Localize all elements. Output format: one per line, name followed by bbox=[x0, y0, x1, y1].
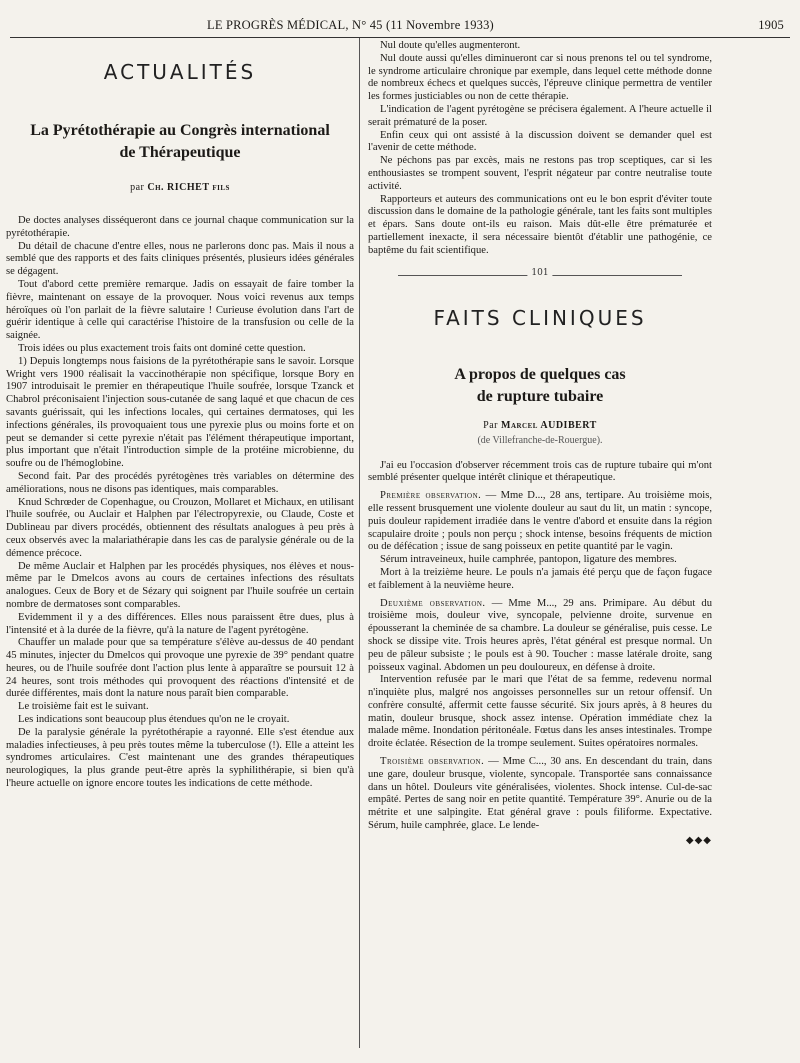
right-column bbox=[368, 40, 712, 846]
observation-3 bbox=[368, 756, 712, 833]
header-rule bbox=[10, 37, 790, 38]
column-divider bbox=[359, 38, 360, 1048]
paragraph: Les indications sont beaucoup plus étendues qu'on ne le croyait. bbox=[18, 714, 290, 726]
section-title-actualites: ACTUALITÉS bbox=[103, 60, 257, 84]
observation-text: — Mme D..., 28 ans, tertipare. Au troisième mois, elle ressent brusquement une violente douleur au saut du lit, un matin : syncope, puis douleur rapidement irradiée dans le ventre d'abord et ensuite dans la région scapulaire droite ; pouls non perçu ; shock intense, besoins fréquents de miction ou de défécation ; issue de sang poisseux en petite quantité par le vagin. bbox=[368, 490, 713, 553]
section-separator bbox=[398, 268, 682, 282]
observation-label: Troisième observation. bbox=[380, 756, 485, 768]
paragraph: Chauffer un malade pour que sa température s'élève au-dessus de 40 pendant 45 minutes, injecter du Dmelcos qui provoque une pyrexie de 39° pendant quatre heures, ou de l'huile soufrée dont l'action plus lente à apparaître se poursuit 12 à 24 heures, sont trois méthodes qui provoquent des réactions d'intensité et de durée différentes, mais dont la nature nous paraît bien comparable. bbox=[6, 637, 354, 700]
paragraph: Nul doute aussi qu'elles diminueront car si nous prenons tel ou tel syndrome, le syndrome articulaire chronique par exemple, dans lequel cette méthode donne de nombreux échecs et quelques succès, l'épreuve clinique permettra de ventiler les formes justiciables ou non de cette thérapie. bbox=[368, 52, 712, 103]
paragraph: Knud Schrœder de Copenhague, ou Crouzon, Mollaret et Michaux, en utilisant l'huile soufrée, ou Auclair et Halphen par l'électropyrexie, ou Claude, Coste et Dublineau par divers procédés, obtiennent des résultats analogues à peu près à ceux observés avec la malariathérapie dans les cas de paralysie générale ou de la démence précoce. bbox=[6, 496, 354, 559]
intro-paragraph: J'ai eu l'occasion d'observer récemment trois cas de rupture tubaire qui m'ont semblé présenter quelque intérêt clinique et thérapeutique. bbox=[368, 459, 712, 484]
paragraph: Trois idées ou plus exactement trois faits ont dominé cette question. bbox=[18, 342, 306, 354]
section-title-faits-cliniques: FAITS CLINIQUES bbox=[433, 305, 647, 330]
article-body bbox=[6, 215, 354, 791]
byline-prefix: Par bbox=[483, 419, 498, 431]
end-ornament: ◆◆◆ bbox=[685, 834, 712, 846]
observation-1 bbox=[368, 490, 712, 554]
paragraph: Intervention refusée par le mari que l'état de sa femme, redevenu normal n'inquiète plus, malgré nos angoisses personnelles sur un retour offensif. Un confrère consulté, affermit cette fausse sécurité. Six jours après, à 8 heures du matin, douleur brusque, shock assez intense. Opération immédiate chez la malade même. Inondation péritonéale. Fœtus dans les anses intestinales. Trompe droite éclatée. Résection de la trompe seulement. Suites opératoires normales. bbox=[368, 674, 712, 750]
running-header bbox=[12, 14, 784, 36]
paragraph: Enfin ceux qui ont assisté à la discussion doivent se demander quel est l'avenir de cette méthode. bbox=[368, 129, 712, 154]
byline-author: Marcel AUDIBERT bbox=[501, 419, 597, 431]
byline-author: Ch. RICHET fils bbox=[147, 182, 230, 193]
paragraph: Tout d'abord cette première remarque. Jadis on essayait de faire tomber la fièvre, maintenant on essaye de la provoquer. Nous voici revenus aux temps héroïques où l'on parlait de la fièvre salutaire ! Curieuse évolution dans l'art de guérir identique à celle qui caractérise l'histoire de la transfusion ou celle de la saignée. bbox=[6, 278, 354, 342]
paragraph: Nul doute qu'elles augmenteront. bbox=[380, 40, 521, 51]
paragraph: De la paralysie générale la pyrétothérapie a rayonné. Elle s'est étendue aux maladies infectieuses, à peu près toutes même la tuberculose (!). Elle a atteint les syndromes articulaires. C'est maintenant une des grandes thérapeutiques neurologiques, la plus grande peut-être après la syphilithérapie, si bien qu'à l'heure actuelle on ignore encore toutes les indications de cette méthode. bbox=[6, 726, 354, 790]
article-title-line2: de Thérapeutique bbox=[119, 144, 241, 161]
article-title-line2: de rupture tubaire bbox=[476, 387, 604, 405]
paragraph: De même Auclair et Halphen par les procédés physiques, nos élèves et nous-même par le Dmelcos avons au cours de certaines infections des résultats analogues. Ceux de Bory et de Sézary qui soignent par l'huile soufrée un certain nombre de dermatoses sont comparables. bbox=[6, 560, 354, 610]
article-body bbox=[368, 460, 712, 846]
byline-prefix: par bbox=[130, 182, 145, 193]
paragraph: De doctes analyses disséqueront dans ce journal chaque communication sur la pyrétothérapie. bbox=[6, 215, 354, 239]
observation-2 bbox=[368, 598, 712, 675]
left-column bbox=[6, 40, 354, 791]
paragraph: 1) Depuis longtemps nous faisions de la pyrétothérapie sans le savoir. Lorsque Wright vers 1900 réalisait la vaccinothérapie non spécifique, lorsque Bory en 1907 introduisait le premier en thérapeutique l'huile soufrée, lorsque Tzanck et Chabrol préconisaient l'injection sous-cutanée de sang laqué et que chacun de ces savants guérissait, qui les infections locales, qui certaines dermatoses, qui les infections générales, ils provoquaient tous une pyrexie plus ou moins forte et on peut se demander si cette pyrexie n'était pas l'élément thérapeutique important, plus important que n'était l'introduction simple de la protéine microbienne, du soufre ou de l'hémoglobine. bbox=[6, 355, 354, 470]
article-title-line1: A propos de quelques cas bbox=[454, 365, 626, 383]
paragraph: Mort à la treizième heure. Le pouls n'a jamais été perçu que de façon fugace et faiblement à la neuvième heure. bbox=[368, 566, 712, 591]
article-title-line1: La Pyrétothérapie au Congrès international bbox=[30, 122, 330, 139]
paragraph: Evidemment il y a des différences. Elles nous paraissent être dues, plus à l'intensité et à la durée de la fièvre, qu'à la nature de l'agent pyrétogène. bbox=[6, 611, 354, 636]
paragraph: Sérum intraveineux, huile camphrée, pantopon, ligature des membres. bbox=[380, 554, 677, 566]
journal-header: LE PROGRÈS MÉDICAL, N° 45 (11 Novembre 1933) bbox=[207, 18, 494, 32]
separator-ornament: 101 bbox=[527, 268, 552, 278]
paragraph: Du détail de chacune d'entre elles, nous ne parlerons donc pas. Mais il nous a semblé que des rapports et des faits cliniques présentés, plusieurs idées générales se dégagent. bbox=[6, 240, 354, 278]
byline bbox=[368, 420, 712, 431]
paragraph: Second fait. Par des procédés pyrétogènes très variables on détermine des améliorations, nous ne disons pas identiques, mais comparables. bbox=[6, 470, 354, 495]
page-number: 1905 bbox=[758, 18, 784, 32]
observation-text: — Mme C..., 30 ans. En descendant du train, dans une gare, douleur brusque, violente, syncopale. Transportée sans connaissance dans un hôtel. Douleurs vite généralisées, violentes. Shock intense. Cul-de-sac empâté. Pertes de sang noir en petite quantité. Température 39°. Anurie ou de la métrite et une salpingite. Etat général grave : pouls filiforme. Expectative. Sérum, huile camphrée, glace. Le lende- bbox=[368, 756, 712, 832]
paragraph: Ne péchons pas par excès, mais ne restons pas trop sceptiques, car si les enthousiastes se trompent souvent, l'esprit négateur par contre neutralise toute activité. bbox=[368, 155, 712, 192]
continued-body bbox=[368, 40, 712, 258]
observation-label: Deuxième observation. bbox=[380, 597, 486, 609]
observation-text: — Mme M..., 29 ans. Primipare. Au début du troisième mois, douleur vive, syncopale, pelvienne droite, survenue en épousseтant la cheminée de sa chambre. La douleur se généralise, puis cesse. Le shock se dissipe vite. Trois heures après, l'état général est presque normal. Un peu de pâleur subsiste ; le pouls est à 90. Toucher : masse latérale droite, sang poisseux vaginal. Abdomen un peu douloureux, en défense à droite. bbox=[368, 597, 712, 673]
byline bbox=[6, 182, 354, 193]
author-affiliation: (de Villefranche-de-Rouergue). bbox=[477, 434, 603, 446]
paragraph: L'indication de l'agent pyrétogène se précisera également. A l'heure actuelle il serait prématuré de la poser. bbox=[368, 103, 712, 128]
paragraph: Le troisième fait est le suivant. bbox=[18, 701, 149, 713]
paragraph: Rapporteurs et auteurs des communications ont eu le bon esprit d'éviter toute discussion dans le domaine de la pathologie générale, tant les faits sont multiples et épars. Sans doute ont-ils eu raison. Mais dût-elle être prématurée et partiellement inexacte, il sera nécessaire bientôt d'établir une pathogénie, ce baptême du fait scientifique. bbox=[368, 193, 712, 256]
observation-label: Première observation. bbox=[380, 490, 482, 502]
